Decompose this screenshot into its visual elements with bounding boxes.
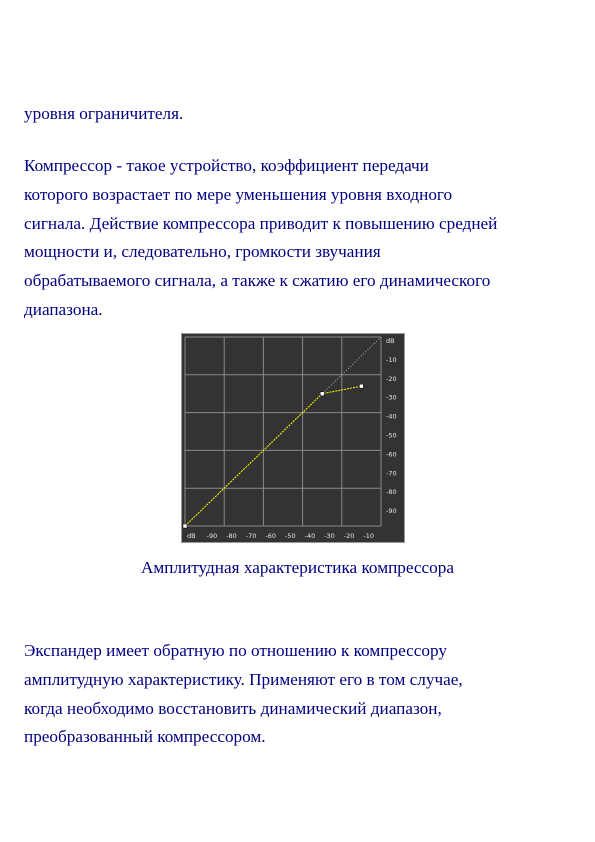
- text-line: уровня ограничителя.: [24, 104, 184, 123]
- text-line: Компрессор - такое устройство, коэффициент передачи: [24, 156, 429, 175]
- y-tick-label: -20: [386, 374, 397, 383]
- x-tick-label: -20: [343, 532, 355, 540]
- y-tick-label: -40: [386, 412, 397, 421]
- data-point: [320, 392, 324, 396]
- text-line: амплитудную характеристику. Применяют его в том случае,: [24, 669, 463, 689]
- text-line: преобразованный компрессором.: [24, 727, 266, 747]
- compressor-chart: [181, 333, 405, 543]
- data-point: [359, 384, 363, 388]
- chart-background: [182, 334, 404, 542]
- y-tick-label: -90: [386, 507, 397, 516]
- y-tick-label: -70: [386, 469, 397, 478]
- text-line: сигнала. Действие компрессора приводит к повышению средней: [24, 213, 498, 233]
- text-line: когда необходимо восстановить динамический диапазон,: [24, 698, 442, 718]
- figure-caption: Амплитудная характеристика компрессора: [141, 558, 454, 577]
- paragraph-1: [24, 100, 579, 129]
- y-tick-label: dB: [386, 337, 395, 345]
- text-line: диапазона.: [24, 299, 103, 319]
- x-tick-label: dB: [187, 532, 196, 540]
- text-line: мощности и, следовательно, громкости звучания: [24, 242, 381, 262]
- paragraph-compressor: [24, 152, 579, 325]
- x-tick-label: -50: [285, 532, 296, 540]
- x-tick-label: -40: [304, 532, 316, 540]
- text-line: которого возрастает по мере уменьшения уровня входного: [24, 184, 453, 204]
- data-point: [183, 524, 187, 528]
- chart-svg: [181, 333, 405, 543]
- y-tick-label: -50: [386, 431, 397, 440]
- x-tick-label: -10: [363, 532, 375, 540]
- y-tick-label: -80: [386, 488, 397, 497]
- y-tick-label: -30: [386, 393, 397, 402]
- x-tick-label: -90: [206, 532, 218, 540]
- text-line: Экспандер имеет обратную по отношению к компрессору: [24, 641, 447, 660]
- y-tick-label: -60: [386, 450, 397, 459]
- y-tick-label: -10: [386, 355, 397, 364]
- x-tick-label: -80: [226, 532, 237, 540]
- x-tick-label: -60: [265, 532, 277, 540]
- x-tick-label: -70: [245, 532, 257, 540]
- x-tick-label: -30: [324, 532, 335, 540]
- paragraph-expander: [24, 637, 579, 752]
- text-line: обрабатываемого сигнала, а также к сжатию его динамического: [24, 271, 491, 291]
